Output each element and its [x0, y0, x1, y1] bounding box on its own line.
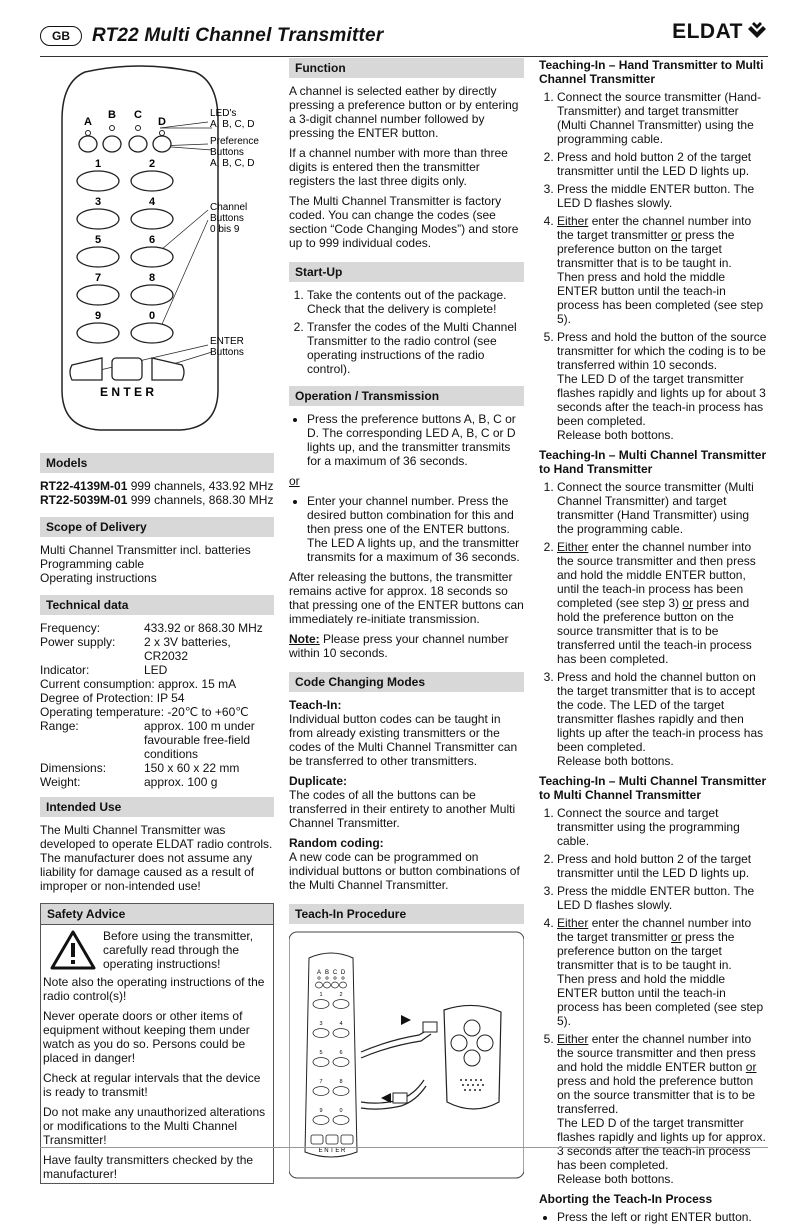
channel-button[interactable]	[131, 323, 173, 343]
channel-number-label: 6	[339, 1050, 343, 1056]
channel-button[interactable]	[313, 1087, 329, 1096]
section-heading: Teaching-In – Multi Channel Transmitter to Multi Channel Transmitter	[539, 774, 767, 802]
callout-preference: Preference Buttons A, B, C, D	[210, 136, 259, 169]
hand-button	[477, 1035, 493, 1051]
preference-button[interactable]	[79, 136, 97, 152]
list-item: 5. Press and hold the button of the source transmitter for which the coding is to be transferred within 10 seconds. The LED D of the target transmitter flashes rapidly and lights up for about 3 seconds after the teach-in process has been completed. Release both bottons.	[557, 330, 768, 442]
list-item: 2. Press and hold button 2 of the target transmitter until the LED D lights up.	[557, 852, 768, 880]
operation-heading: Operation / Transmission	[289, 386, 524, 406]
callout-enter: ENTER Buttons	[210, 336, 244, 358]
led-label: D	[340, 970, 346, 976]
led-indicator	[334, 977, 336, 979]
enter-button-middle[interactable]	[112, 358, 142, 380]
procedure-heading: Teach-In Procedure	[289, 904, 524, 924]
operation-after: After releasing the buttons, the transmitter remains active for approx. 18 seconds so that pressing one of the ENTER buttons can immediately re-initiate transmission.	[289, 570, 524, 626]
safety-heading: Safety Advice	[41, 904, 273, 925]
channel-button[interactable]	[77, 171, 119, 191]
channel-number-label: 8	[339, 1079, 343, 1085]
steps-list-3	[539, 806, 768, 1186]
function-para: If a channel number with more than three digits is entered then the transmitter registers the last three digits only.	[289, 146, 508, 188]
channel-button[interactable]	[313, 1058, 329, 1067]
led-indicator	[160, 131, 165, 136]
models-list	[40, 479, 274, 507]
function-para: A channel is selected eather by directly pressing a preference button or by entering a 3-digit channel number followed by pressing the ENTER button.	[289, 84, 519, 140]
list-item: • Press the left or right ENTER button.	[557, 1210, 768, 1224]
channel-number-label: 6	[148, 234, 156, 246]
channel-button[interactable]	[77, 247, 119, 267]
section-heading: Teaching-In – Hand Transmitter to Multi Channel Transmitter	[539, 58, 764, 86]
preference-button[interactable]	[340, 982, 347, 988]
random-heading: Random coding:	[289, 836, 384, 850]
preference-button[interactable]	[332, 982, 339, 988]
led-indicator	[110, 126, 115, 131]
operation-list-2	[289, 494, 524, 564]
channel-number-label: 5	[94, 234, 102, 246]
enter-label: E N T E R	[99, 385, 155, 399]
preference-button[interactable]	[324, 982, 331, 988]
footer-rule	[40, 1147, 768, 1148]
tech-heading: Technical data	[40, 595, 274, 615]
teach-in-heading: Teach-In:	[289, 698, 342, 712]
channel-button[interactable]	[333, 1058, 349, 1067]
led-indicator	[136, 126, 141, 131]
channel-button[interactable]	[333, 1029, 349, 1038]
abort-list	[539, 1210, 768, 1224]
warning-icon	[49, 929, 97, 971]
led-label: A	[84, 116, 92, 128]
enter-button-left[interactable]	[311, 1135, 323, 1144]
section-heading: Aborting the Teach-In Process	[539, 1192, 713, 1206]
callout-channel: Channel Buttons 0 bis 9	[210, 202, 248, 235]
channel-button[interactable]	[333, 1087, 349, 1096]
led-label: B	[324, 970, 330, 976]
duplicate-text: The codes of all the buttons can be transferred in their entirety to another Multi Channel Transmitter.	[289, 788, 516, 830]
preference-button[interactable]	[316, 982, 323, 988]
channel-button[interactable]	[131, 209, 173, 229]
models-heading: Models	[40, 453, 274, 473]
steps-list-2	[539, 480, 768, 768]
channel-number-label: 3	[94, 196, 102, 208]
channel-button[interactable]	[313, 1116, 329, 1125]
model-item: RT22-5039M-01 999 channels, 868.30 MHz	[40, 493, 274, 507]
teach-in-text: Individual button codes can be taught in from already existing transmitters or the codes of the Multi Channel Transmitter can be transferred to other transmitters.	[289, 712, 518, 768]
eldat-logo-icon	[746, 21, 768, 43]
channel-number-label: 2	[339, 992, 343, 998]
scope-line: Multi Channel Transmitter incl. batteries	[40, 543, 251, 557]
teach-in-illustration	[289, 930, 524, 1180]
channel-button[interactable]	[77, 323, 119, 343]
list-item: 3. Press the middle ENTER button. The LED D flashes slowly.	[557, 884, 768, 912]
plug-icon	[423, 1022, 437, 1032]
list-item: • Press the preference buttons A, B, C or D. The corresponding LED A, B, C or D lights up, and the transmitter transmits for a maximum of 36 seconds.	[307, 412, 524, 468]
list-item: 4. Either enter the channel number into the target transmitter or press the preference button on the target transmitter that is to be taught in. Then press and hold the middle ENTER button until the teach-in process has been completed (see step 5).	[557, 214, 768, 326]
safety-para: Have faulty transmitters checked by the manufacturer!	[43, 1153, 254, 1181]
led-label: A	[316, 970, 322, 976]
startup-list	[289, 288, 524, 376]
led-label: C	[332, 970, 338, 976]
channel-number-label: 2	[148, 158, 156, 170]
small-remote-body	[305, 953, 357, 1157]
channel-button[interactable]	[131, 247, 173, 267]
led-label: D	[158, 116, 166, 128]
channel-number-label: 4	[339, 1021, 343, 1027]
intended-heading: Intended Use	[40, 797, 274, 817]
hand-button	[464, 1050, 480, 1066]
channel-number-label: 8	[148, 272, 156, 284]
function-para: The Multi Channel Transmitter is factory coded. You can change the codes (see section “Code Changing Modes”) and store up to 999 individual codes.	[289, 194, 519, 250]
list-item: 2. Transfer the codes of the Multi Channel Transmitter to the radio control (see operating instructions of the radio control).	[307, 320, 524, 376]
section-heading: Teaching-In – Multi Channel Transmitter to Hand Transmitter	[539, 448, 767, 476]
channel-button[interactable]	[131, 285, 173, 305]
brand-logo	[672, 20, 768, 44]
channel-number-label: 7	[319, 1079, 323, 1085]
led-label: B	[108, 109, 116, 121]
safety-para: Do not make any unauthorized alterations or modifications to the Multi Channel Transmitter!	[43, 1105, 266, 1147]
language-badge: GB	[40, 26, 82, 46]
led-indicator	[342, 977, 344, 979]
list-item: • Enter your channel number. Press the desired button combination for this and then press one of the ENTER buttons. The LED A lights up, and the transmitter transmits for a maximum of 36 seconds.	[307, 494, 524, 564]
list-item: 2. Either enter the channel number into the source transmitter and then press and hold the middle ENTER button, until the teach-in process has been completed (see step 3) or press and hold the preference button on the source transmitter that is to be transferred until the teach-in process has been completed.	[557, 540, 768, 666]
led-indicator	[326, 977, 328, 979]
led-label: C	[134, 109, 142, 121]
channel-number-label: 0	[339, 1108, 343, 1114]
list-item: 2. Press and hold button 2 of the target transmitter until the LED D lights up.	[557, 150, 768, 178]
channel-button[interactable]	[313, 1000, 329, 1009]
random-text: A new code can be programmed on individual buttons or button combinations of the Multi Channel Transmitter.	[289, 850, 520, 892]
channel-button[interactable]	[77, 285, 119, 305]
plug-icon	[393, 1093, 407, 1103]
hand-button	[451, 1035, 467, 1051]
channel-button[interactable]	[333, 1116, 349, 1125]
preference-button[interactable]	[153, 136, 171, 152]
channel-number-label: 4	[148, 196, 156, 208]
list-item: 1. Connect the source transmitter (Multi Channel Transmitter) and target transmitter (Hand Transmitter) using the programming cable.	[557, 480, 768, 536]
enter-label: E N T E R	[318, 1148, 346, 1154]
list-item: 1. Connect the source transmitter (Hand-Transmitter) and target transmitter (Multi Channel Transmitter) using the programming cable.	[557, 90, 768, 146]
intended-text: The Multi Channel Transmitter was developed to operate ELDAT radio controls. The manufacturer does not assume any liability for damage caused as a result of improper or non-intended use!	[40, 823, 273, 893]
list-item: 1. Connect the source and target transmitter using the programming cable.	[557, 806, 768, 848]
list-item: 5. Either enter the channel number into the source transmitter and then press and hold the middle ENTER button or press and hold the preference button on the source transmitter that is to be transferred. The LED D of the target transmitter flashes rapidly and lights up for approx. 3 seconds after the teach-in process has been completed. Release both bottons.	[557, 1032, 768, 1186]
safety-box	[40, 903, 274, 1184]
channel-button[interactable]	[333, 1000, 349, 1009]
enter-button-right[interactable]	[341, 1135, 353, 1144]
steps-list-1	[539, 90, 768, 442]
led-indicator	[318, 977, 320, 979]
scope-list	[40, 543, 274, 585]
callout-leds: LED's A, B, C, D	[210, 108, 255, 130]
page-title: RT22 Multi Channel Transmitter	[92, 25, 384, 46]
led-indicator	[86, 131, 91, 136]
remote-illustration	[40, 60, 276, 440]
safety-para: Note also the operating instructions of the radio control(s)!	[43, 975, 265, 1003]
preference-button[interactable]	[103, 136, 121, 152]
model-item: RT22-4139M-01 999 channels, 433.92 MHz	[40, 479, 274, 493]
preference-button[interactable]	[129, 136, 147, 152]
tech-table: Frequency: 433.92 or 868.30 MHz Power supply: 2 x 3V batteries, CR2032 Indicator: LED Current consumption: approx. 15 mA Degree of Protection: IP 54 Operating temperature: -20℃ to +60℃ Range: approx. 100 m under favourable free-field conditions Dimensions: 150 x 60 x 22 mm Weight: approx. 100 g	[40, 621, 263, 789]
safety-warning-text: Before using the transmitter, carefully read through the operating instructions!	[103, 929, 254, 971]
channel-number-label: 0	[148, 310, 156, 322]
channel-button[interactable]	[313, 1029, 329, 1038]
safety-para: Never operate doors or other items of equipment without keeping them under watch as you do so. Persons could be placed in danger!	[43, 1009, 250, 1065]
scope-line: Programming cable	[40, 557, 145, 571]
channel-number-label: 1	[319, 992, 323, 998]
list-item: 1. Take the contents out of the package. Check that the delivery is complete!	[307, 288, 524, 316]
scope-heading: Scope of Delivery	[40, 517, 274, 537]
channel-number-label: 1	[94, 158, 102, 170]
brand-name: ELDAT	[672, 20, 743, 43]
scope-line: Operating instructions	[40, 571, 157, 585]
enter-button-middle[interactable]	[326, 1135, 338, 1144]
channel-button[interactable]	[131, 171, 173, 191]
channel-number-label: 3	[319, 1021, 323, 1027]
channel-number-label: 7	[94, 272, 102, 284]
channel-button[interactable]	[77, 209, 119, 229]
operation-note: Note: Please press your channel number within 10 seconds.	[289, 632, 509, 660]
list-item: 4. Either enter the channel number into the target transmitter or press the preference button on the target transmitter that is to be taught in. Then press and hold the middle ENTER button until the teach-in process has been completed (see step 5).	[557, 916, 768, 1028]
function-heading: Function	[289, 58, 524, 78]
startup-heading: Start-Up	[289, 262, 524, 282]
duplicate-heading: Duplicate:	[289, 774, 348, 788]
channel-number-label: 9	[94, 310, 102, 322]
channel-number-label: 9	[319, 1108, 323, 1114]
codes-heading: Code Changing Modes	[289, 672, 524, 692]
operation-list-1	[289, 412, 524, 468]
safety-para: Check at regular intervals that the device is ready to transmit!	[43, 1071, 261, 1099]
page-header	[40, 22, 768, 57]
or-text: or	[289, 474, 300, 488]
channel-number-label: 5	[319, 1050, 323, 1056]
hand-button	[464, 1020, 480, 1036]
list-item: 3. Press and hold the channel button on the target transmitter that is to accept the code. The LED of the target transmitter flashes rapidly and then lights up after the teach-in process has been completed. Release both bottons.	[557, 670, 768, 768]
list-item: 3. Press the middle ENTER button. The LED D flashes slowly.	[557, 182, 768, 210]
